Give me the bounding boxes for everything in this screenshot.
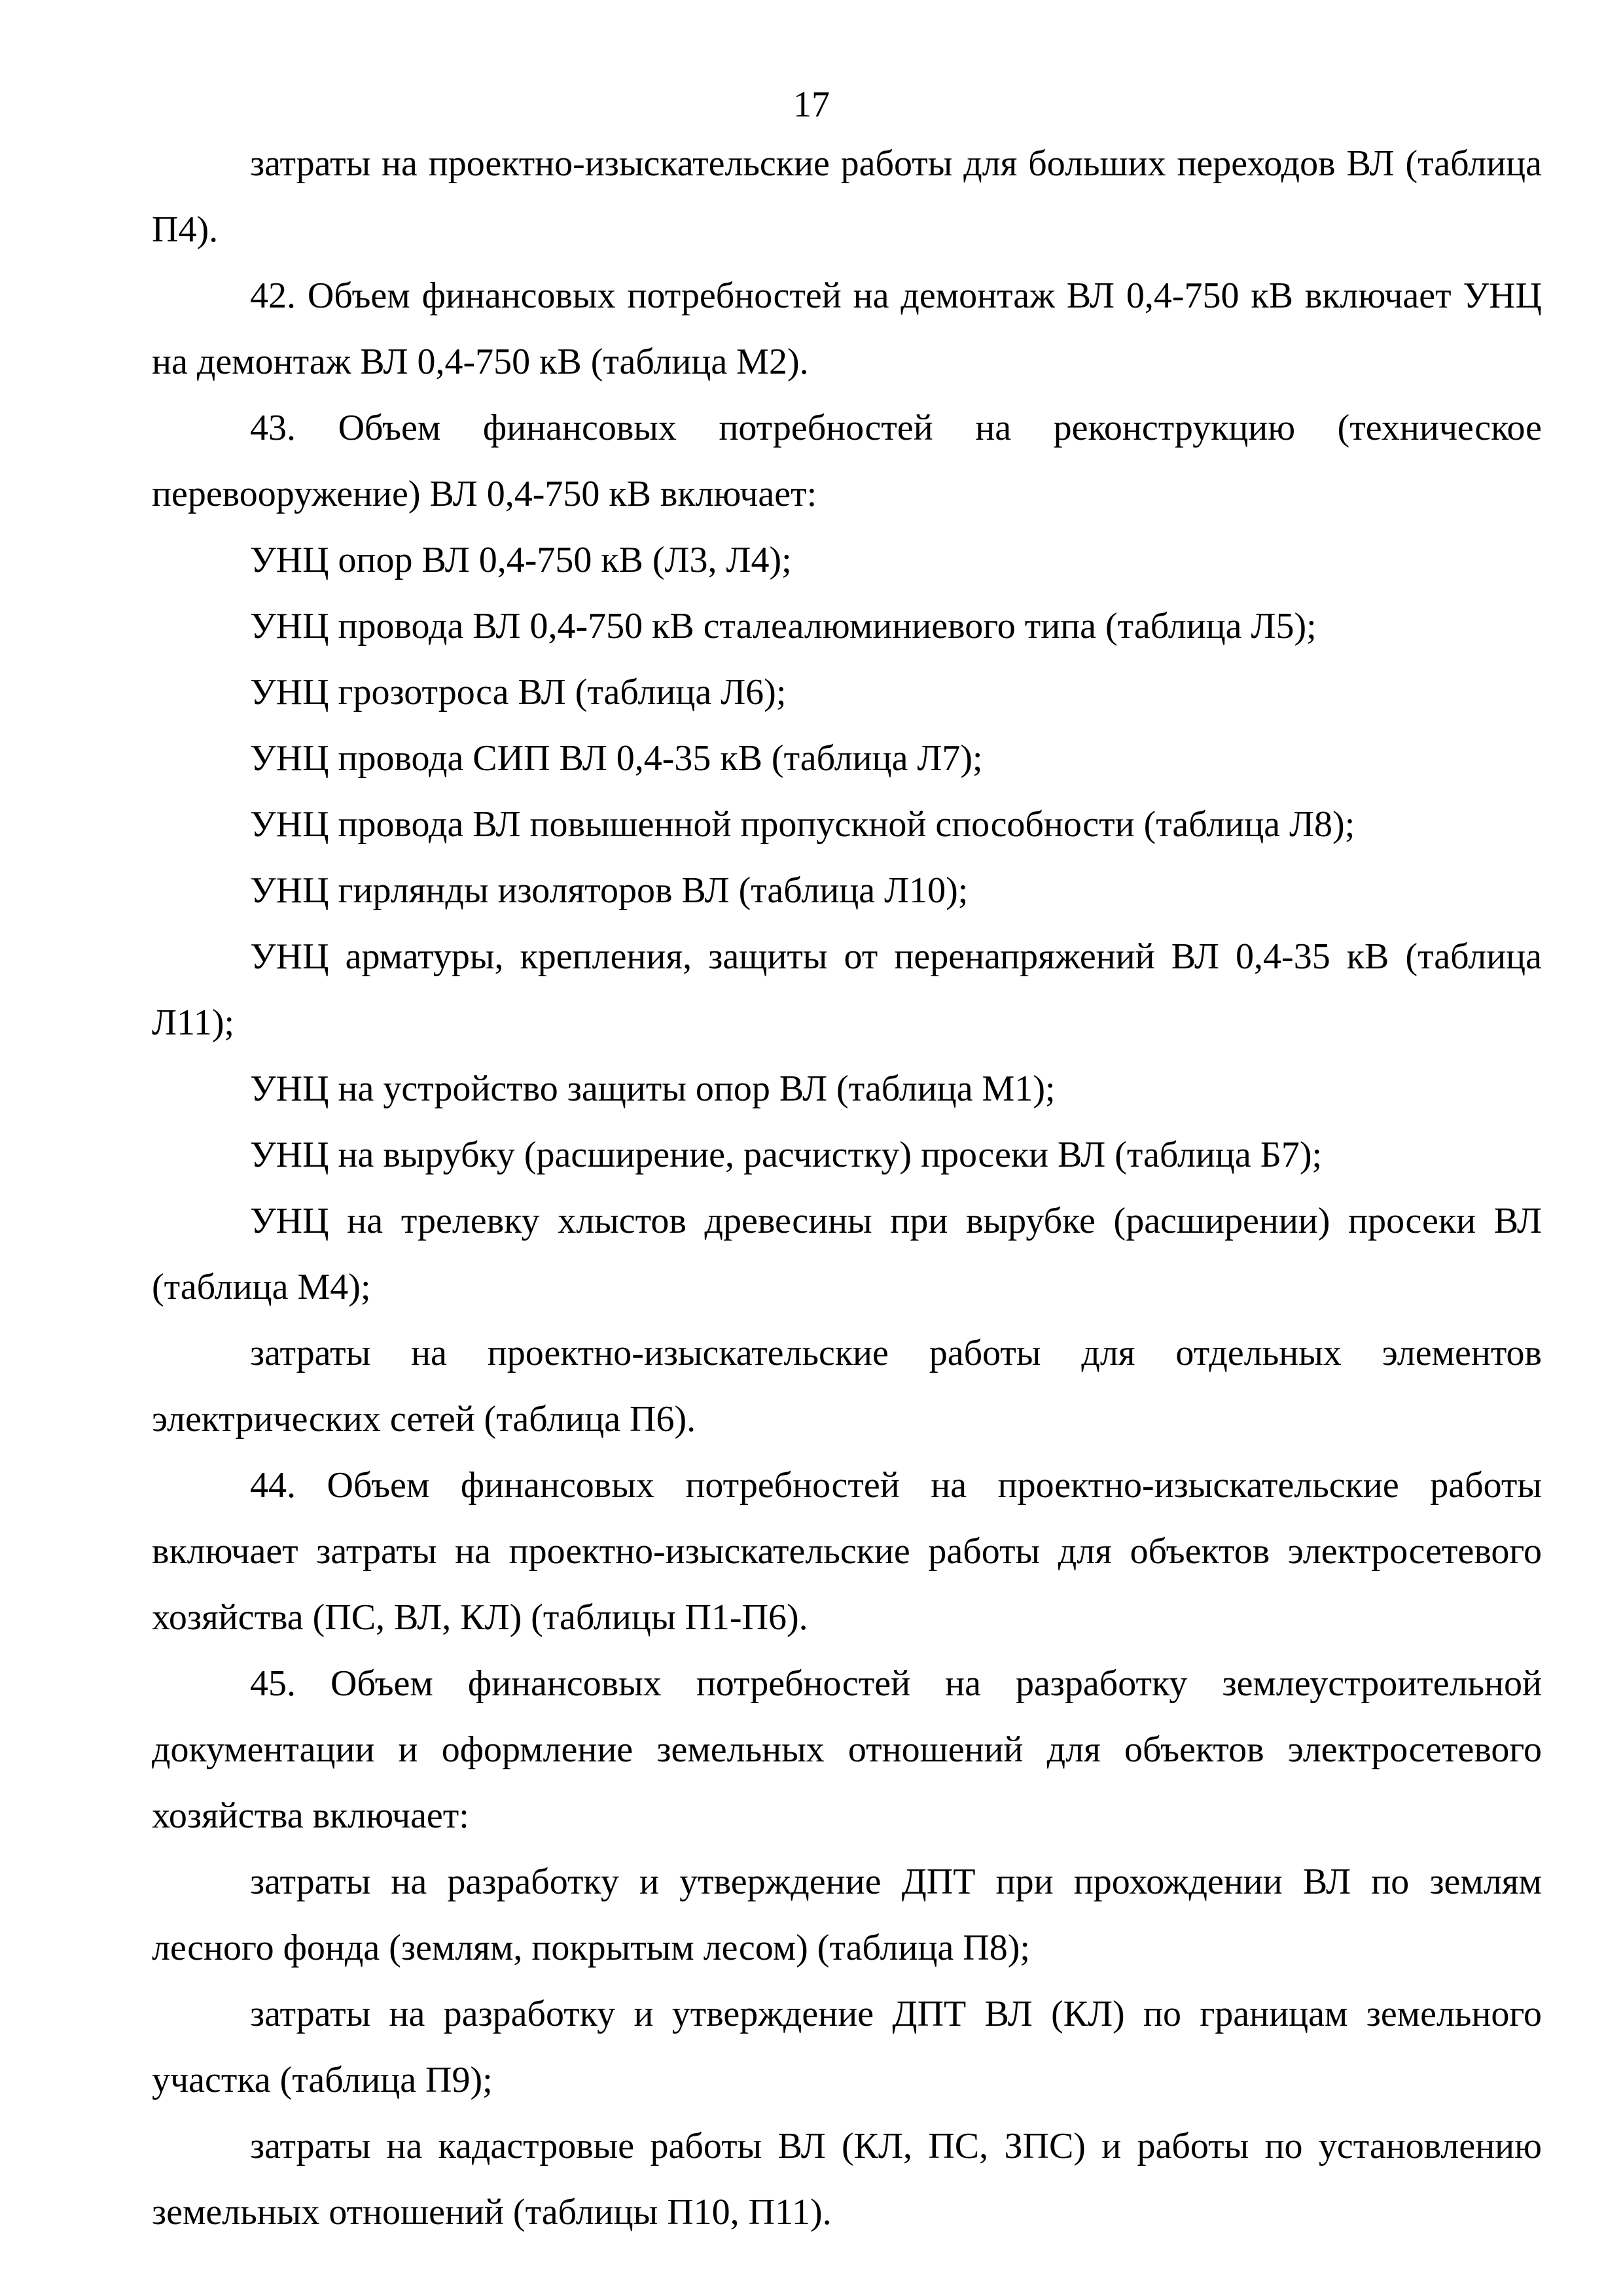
paragraph-continuation-p4: затраты на проектно-изыскательские работы для больших переходов ВЛ (таблица П4).	[152, 143, 1542, 250]
list-item-steel-aluminium-wire: УНЦ провода ВЛ 0,4-750 кВ сталеалюминиевого типа (таблица Л5);	[250, 606, 1317, 646]
list-item-design-survey-elements: затраты на проектно-изыскательские работы для отдельных элементов электрических сетей (таблица П6).	[152, 1333, 1542, 1439]
list-item-fittings-protection: УНЦ арматуры, крепления, защиты от перенапряжений ВЛ 0,4-35 кВ (таблица Л11);	[152, 936, 1542, 1043]
list-item-cadastral-works: затраты на кадастровые работы ВЛ (КЛ, ПС, ЗПС) и работы по установлению земельных отношений (таблицы П10, П11).	[152, 2126, 1542, 2233]
page-number: 17	[793, 84, 830, 125]
paragraph-44-design-survey: 44. Объем финансовых потребностей на проектно-изыскательские работы включает затраты на проектно-изыскательские работы для объектов электросетевого хозяйства (ПС, ВЛ, КЛ) (таблицы П1-П6).	[152, 1465, 1542, 1638]
list-item-skidding: УНЦ на трелевку хлыстов древесины при вырубке (расширении) просеки ВЛ (таблица М4);	[152, 1201, 1542, 1307]
list-item-dpt-boundaries: затраты на разработку и утверждение ДПТ ВЛ (КЛ) по границам земельного участка (таблица П9);	[152, 1994, 1542, 2100]
list-item-insulator-strings: УНЦ гирлянды изоляторов ВЛ (таблица Л10);	[250, 870, 969, 911]
list-item-clearing: УНЦ на вырубку (расширение, расчистку) просеки ВЛ (таблица Б7);	[250, 1135, 1323, 1175]
paragraph-42-dismantling: 42. Объем финансовых потребностей на демонтаж ВЛ 0,4-750 кВ включает УНЦ на демонтаж ВЛ 0,4-750 кВ (таблица М2).	[152, 275, 1542, 382]
list-item-sip-wire: УНЦ провода СИП ВЛ 0,4-35 кВ (таблица Л7);	[250, 738, 983, 779]
paragraph-45-land-management: 45. Объем финансовых потребностей на разработку землеустроительной документации и оформление земельных отношений для объектов электросетевого хозяйства включает:	[152, 1663, 1542, 1836]
list-item-ground-wire: УНЦ грозотроса ВЛ (таблица Л6);	[250, 672, 787, 713]
list-item-dpt-forest: затраты на разработку и утверждение ДПТ при прохождении ВЛ по землям лесного фонда (землям, покрытым лесом) (таблица П8);	[152, 1862, 1542, 1968]
paragraph-43-reconstruction: 43. Объем финансовых потребностей на реконструкцию (техническое перевооружение) ВЛ 0,4-750 кВ включает:	[152, 408, 1542, 514]
document-body	[152, 131, 1542, 2246]
list-item-supports: УНЦ опор ВЛ 0,4-750 кВ (Л3, Л4);	[250, 540, 792, 580]
list-item-support-protection: УНЦ на устройство защиты опор ВЛ (таблица М1);	[250, 1069, 1056, 1109]
list-item-high-capacity-wire: УНЦ провода ВЛ повышенной пропускной способности (таблица Л8);	[250, 804, 1355, 845]
